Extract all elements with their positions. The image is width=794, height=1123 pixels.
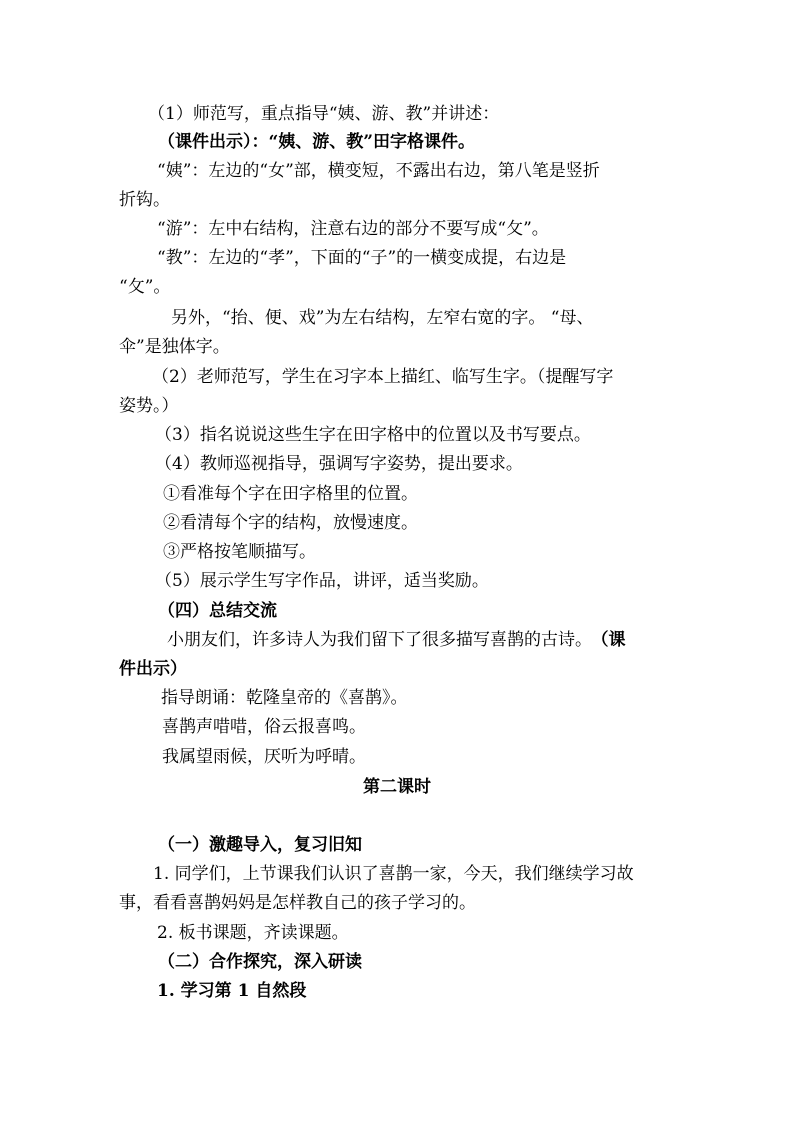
bold-text: （课 <box>600 630 626 650</box>
paragraph-line: “游”：左中右结构，注意右边的部分不要写成“攵”。 <box>157 219 549 239</box>
paragraph-line: “教”：左边的“孝”，下面的“子”的一横变成提，右边是 <box>157 248 567 268</box>
paragraph-line: 伞”是独体字。 <box>119 337 230 357</box>
paragraph-line: 姿势。） <box>119 396 179 416</box>
paragraph-line: （4）教师巡视指导，强调写字姿势，提出要求。 <box>155 454 523 474</box>
paragraph-line: 件出示） <box>119 659 187 679</box>
paragraph-line: 1. 同学们，上节课我们认识了喜鹊一家，今天，我们继续学习故 <box>153 864 634 884</box>
paragraph-line: 2. 板书课题，齐读课题。 <box>157 923 349 943</box>
section-heading: （四）总结交流 <box>158 601 277 621</box>
lesson-title: 第二课时 <box>363 777 431 797</box>
poem-line: 喜鹊声唶唶，俗云报喜鸣。 <box>162 717 366 737</box>
paragraph-line: （5）展示学生写字作品，讲评，适当奖励。 <box>155 571 489 591</box>
list-item: ①看准每个字在田字格里的位置。 <box>163 484 418 504</box>
paragraph-line: （课件出示）：“姨、游、教”田字格课件。 <box>158 132 476 152</box>
paragraph-line: 事，看看喜鹊妈妈是怎样教自己的孩子学习的。 <box>119 893 476 913</box>
poem-line: 我属望雨候，厌听为呼晴。 <box>162 747 366 767</box>
paragraph-line: （1）师范写，重点指导“姨、游、教”并讲述： <box>148 104 500 124</box>
list-item: ②看清每个字的结构，放慢速度。 <box>163 513 418 533</box>
list-item: ③严格按笔顺描写。 <box>163 542 316 562</box>
paragraph-line: “姨”：左边的“女”部，横变短，不露出右边，第八笔是竖折 <box>157 161 600 181</box>
section-heading: （二）合作探究，深入研读 <box>158 952 362 972</box>
subsection-heading: 1. 学习第 1 自然段 <box>157 981 307 1001</box>
paragraph-line: 折钩。 <box>119 190 170 210</box>
paragraph-line: “攵”。 <box>119 277 171 297</box>
paragraph-line: 另外，“抬、便、戏”为左右结构，左窄右宽的字。 “母、 <box>171 308 594 328</box>
paragraph-text: 小朋友们，许多诗人为我们留下了很多描写喜鹊的古诗。 <box>167 630 592 650</box>
paragraph-line: 指导朗诵：乾隆皇帝的《喜鹊》。 <box>161 688 408 708</box>
paragraph-line: （2）老师范写，学生在习字本上描红、临写生字。（提醒写字 <box>152 367 614 387</box>
section-heading: （一）激趣导入，复习旧知 <box>158 835 362 855</box>
paragraph-line: （3）指名说说这些生字在田字格中的位置以及书写要点。 <box>155 425 591 445</box>
paragraph-line <box>167 628 626 652</box>
